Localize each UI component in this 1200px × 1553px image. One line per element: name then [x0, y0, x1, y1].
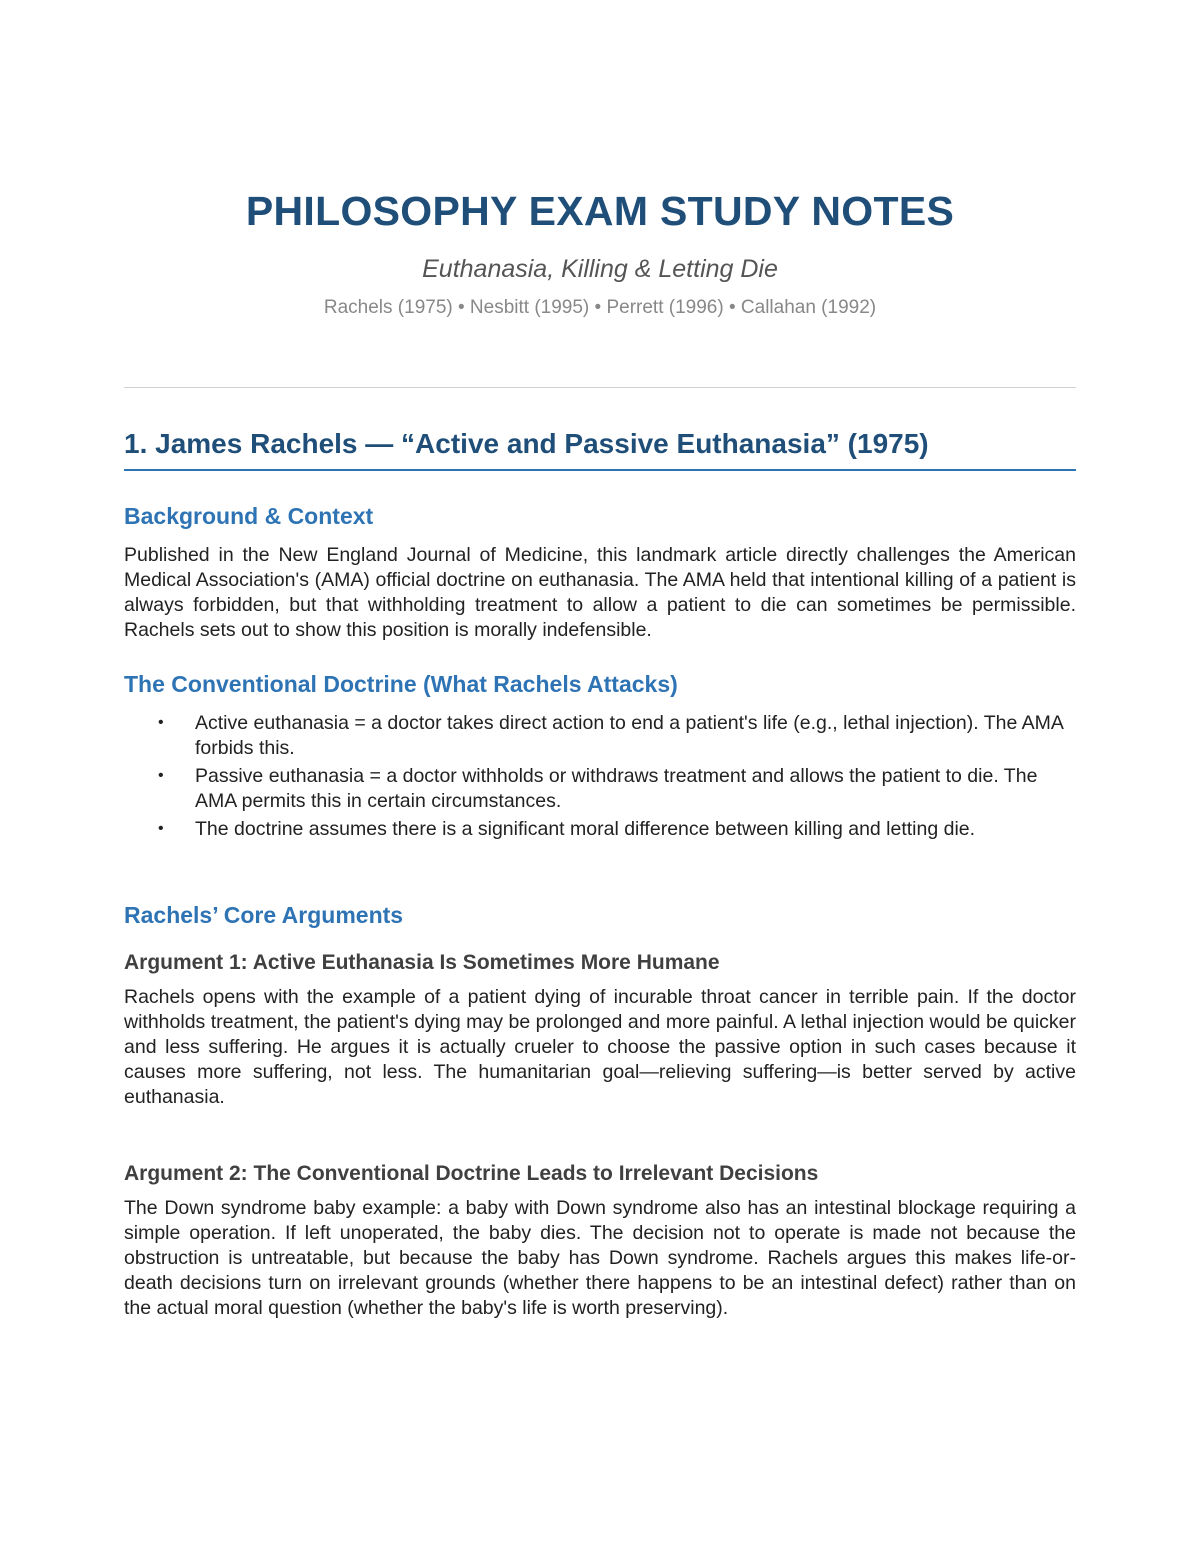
document-title: PHILOSOPHY EXAM STUDY NOTES — [245, 188, 955, 234]
bullet-icon: • — [158, 767, 164, 784]
background-heading: Background & Context — [124, 503, 374, 529]
doctrine-heading: The Conventional Doctrine (What Rachels Attacks) — [124, 671, 678, 697]
list-item — [124, 711, 1076, 760]
background-paragraph: Published in the New England Journal of Medicine, this landmark article directly challenges the American Medical Association's (AMA) official doctrine on euthanasia. The AMA held that intentional killing of a patient is always forbidden, but that withholding treatment to allow a patient to die can sometimes be permissible. Rachels sets out to show this position is morally indefensible. — [124, 544, 1076, 641]
header-divider — [124, 387, 1076, 388]
section-1-heading: 1. James Rachels — “Active and Passive Euthanasia” (1975) — [124, 428, 1076, 471]
argument-1-paragraph: Rachels opens with the example of a patient dying of incurable throat cancer in terrible pain. If the doctor withholds treatment, the patient's dying may be prolonged and more painful. A lethal injection would be quicker and less suffering. He argues it is actually crueler to choose the passive option in such cases because it causes more suffering, not less. The humanitarian goal—relieving suffering—is better served by active euthanasia. — [124, 986, 1076, 1108]
bullet-text: Passive euthanasia = a doctor withholds or withdraws treatment and allows the patient to die. The AMA permits this in certain circumstances. — [195, 765, 1038, 812]
list-item — [124, 764, 1076, 813]
argument-1-heading: Argument 1: Active Euthanasia Is Sometimes More Humane — [124, 951, 720, 974]
document-subtitle: Euthanasia, Killing & Letting Die — [422, 255, 778, 283]
document-authors: Rachels (1975) • Nesbitt (1995) • Perrett (1996) • Callahan (1992) — [323, 297, 877, 318]
list-item — [124, 817, 1076, 842]
bullet-icon: • — [158, 714, 164, 731]
argument-2-paragraph: The Down syndrome baby example: a baby with Down syndrome also has an intestinal blockage requiring a simple operation. If left unoperated, the baby dies. The decision not to operate is made not because the obstruction is untreatable, but because the baby has Down syndrome. Rachels argues this makes life-or-death decisions turn on irrelevant grounds (whether there happens to be an intestinal defect) rather than on the actual moral question (whether the baby's life is worth preserving). — [124, 1197, 1076, 1319]
bullet-text: Active euthanasia = a doctor takes direct action to end a patient's life (e.g., lethal injection). The AMA forbids this. — [195, 712, 1063, 759]
argument-2-heading: Argument 2: The Conventional Doctrine Leads to Irrelevant Decisions — [124, 1162, 819, 1185]
core-arguments-heading: Rachels’ Core Arguments — [124, 902, 404, 928]
doctrine-bullet-list — [124, 711, 1076, 846]
bullet-icon: • — [158, 820, 164, 837]
bullet-text: The doctrine assumes there is a significant moral difference between killing and letting die. — [195, 818, 976, 840]
